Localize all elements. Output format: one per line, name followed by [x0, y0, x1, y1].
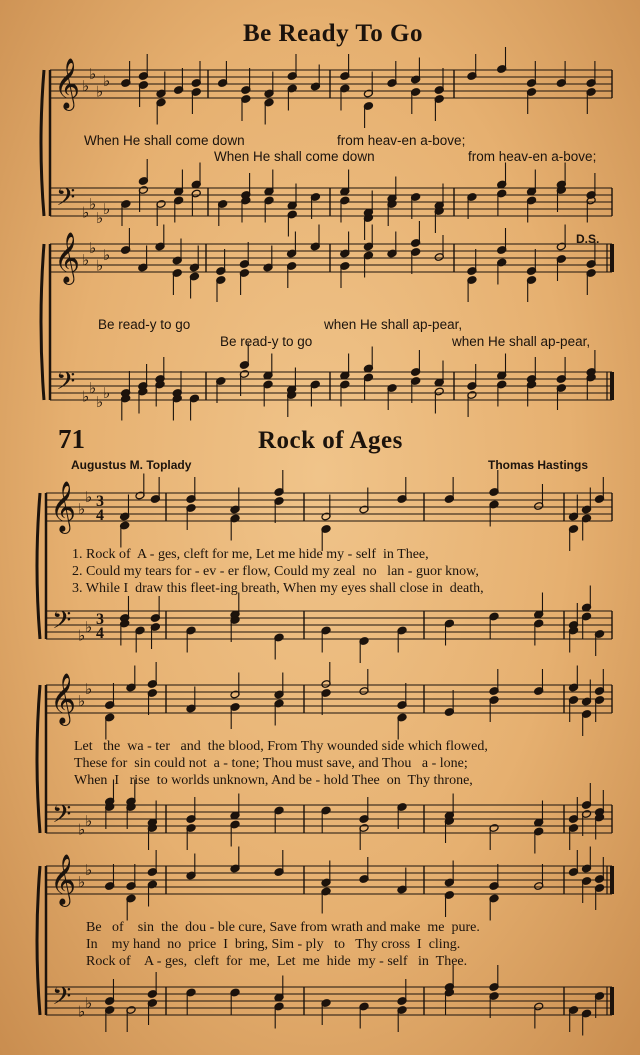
lyric-line: from heav-en a-bove;	[337, 133, 466, 148]
flat-sign-icon: ♭	[85, 811, 93, 830]
composer-credit: Thomas Hastings	[488, 458, 589, 472]
flat-sign-icon: ♭	[78, 692, 86, 710]
flat-sign-icon: ♭	[103, 200, 111, 218]
verse-line: 1. Rock of A - ges, cleft for me, Let me hide my - self in Thee,	[72, 547, 429, 562]
flat-sign-icon: ♭	[103, 71, 111, 90]
flat-sign-icon: ♭	[85, 993, 93, 1012]
verse-line: 2. Could my tears for - ev - er flow, Could my zeal no lan - guor know,	[72, 564, 479, 579]
hymn-number: 71	[58, 424, 85, 454]
lyric-line: when He shall ap-pear,	[324, 317, 463, 332]
flat-sign-icon: ♭	[89, 64, 97, 83]
flat-sign-icon: ♭	[78, 820, 86, 839]
flat-sign-icon: ♭	[82, 387, 90, 406]
flat-sign-icon: ♭	[96, 82, 104, 101]
verse-line: In my hand no price I bring, Sim - ply to Thy cross I cling.	[86, 937, 461, 952]
verse-line: Rock of A - ges, cleft for me, Let me hide my - self in Thee.	[86, 954, 468, 969]
time-signature-top: 3	[96, 493, 104, 510]
verse-line: Let the wa - ter and the blood, From Thy wounded side which flowed,	[74, 739, 488, 754]
flat-sign-icon: ♭	[85, 617, 93, 636]
verse-line: When I rise to worlds unknown, And be - hold Thee on Thy throne,	[74, 773, 473, 788]
verse-line: These for sin could not a - tone; Thou must save, and Thou a - lone;	[74, 756, 468, 771]
time-signature-top: 3	[96, 611, 104, 628]
system-brace	[41, 244, 44, 400]
flat-sign-icon: ♭	[78, 1002, 86, 1021]
lyric-line: When He shall come down	[214, 149, 375, 164]
lyric-line: Be read-y to go	[220, 334, 313, 349]
hymn-title: Rock of Ages	[258, 427, 403, 454]
system-brace	[37, 866, 40, 1015]
flat-sign-icon: ♭	[96, 392, 104, 411]
lyric-line: when He shall ap-pear,	[452, 334, 591, 349]
flat-sign-icon: ♭	[103, 384, 111, 402]
flat-sign-icon: ♭	[96, 256, 104, 275]
system-brace	[37, 493, 40, 639]
flat-sign-icon: ♭	[85, 860, 93, 879]
flat-sign-icon: ♭	[82, 251, 90, 269]
treble-clef-icon: 𝄞	[54, 232, 81, 283]
verse-line: Be of sin the dou - ble cure, Save from wrath and make me pure.	[86, 920, 480, 935]
time-signature-bottom: 4	[96, 507, 104, 524]
system-brace	[41, 70, 44, 216]
flat-sign-icon: ♭	[85, 487, 93, 506]
flat-sign-icon: ♭	[82, 203, 90, 222]
flat-sign-icon: ♭	[78, 500, 86, 518]
lyric-line: from heav-en a-bove;	[468, 149, 597, 164]
bass-clef-icon: 𝄢	[52, 606, 72, 641]
flat-sign-icon: ♭	[78, 626, 86, 645]
verse-line: 3. While I draw this fleet-ing breath, When my eyes shall close in death,	[72, 581, 484, 596]
bass-clef-icon: 𝄢	[56, 183, 76, 218]
lyricist-credit: Augustus M. Toplady	[71, 458, 192, 472]
flat-sign-icon: ♭	[89, 378, 97, 397]
treble-clef-icon: 𝄞	[50, 481, 77, 532]
bass-clef-icon: 𝄢	[52, 800, 72, 835]
lyric-line: When He shall come down	[84, 133, 245, 148]
flat-sign-icon: ♭	[96, 208, 104, 227]
ds-marking: D.S.	[576, 232, 600, 246]
bass-clef-icon: 𝄢	[52, 982, 72, 1017]
system-brace	[37, 685, 40, 833]
flat-sign-icon: ♭	[89, 194, 97, 213]
treble-clef-icon: 𝄞	[50, 854, 77, 905]
lyric-line: Be read-y to go	[98, 317, 191, 332]
time-signature-bottom: 4	[96, 625, 104, 642]
hymn-top-title: Be Ready To Go	[243, 20, 423, 47]
flat-sign-icon: ♭	[82, 77, 90, 95]
flat-sign-icon: ♭	[89, 238, 97, 257]
treble-clef-icon: 𝄞	[50, 673, 77, 724]
flat-sign-icon: ♭	[103, 245, 111, 264]
flat-sign-icon: ♭	[78, 873, 86, 891]
bass-clef-icon: 𝄢	[56, 367, 76, 402]
treble-clef-icon: 𝄞	[54, 58, 81, 109]
flat-sign-icon: ♭	[85, 679, 93, 698]
